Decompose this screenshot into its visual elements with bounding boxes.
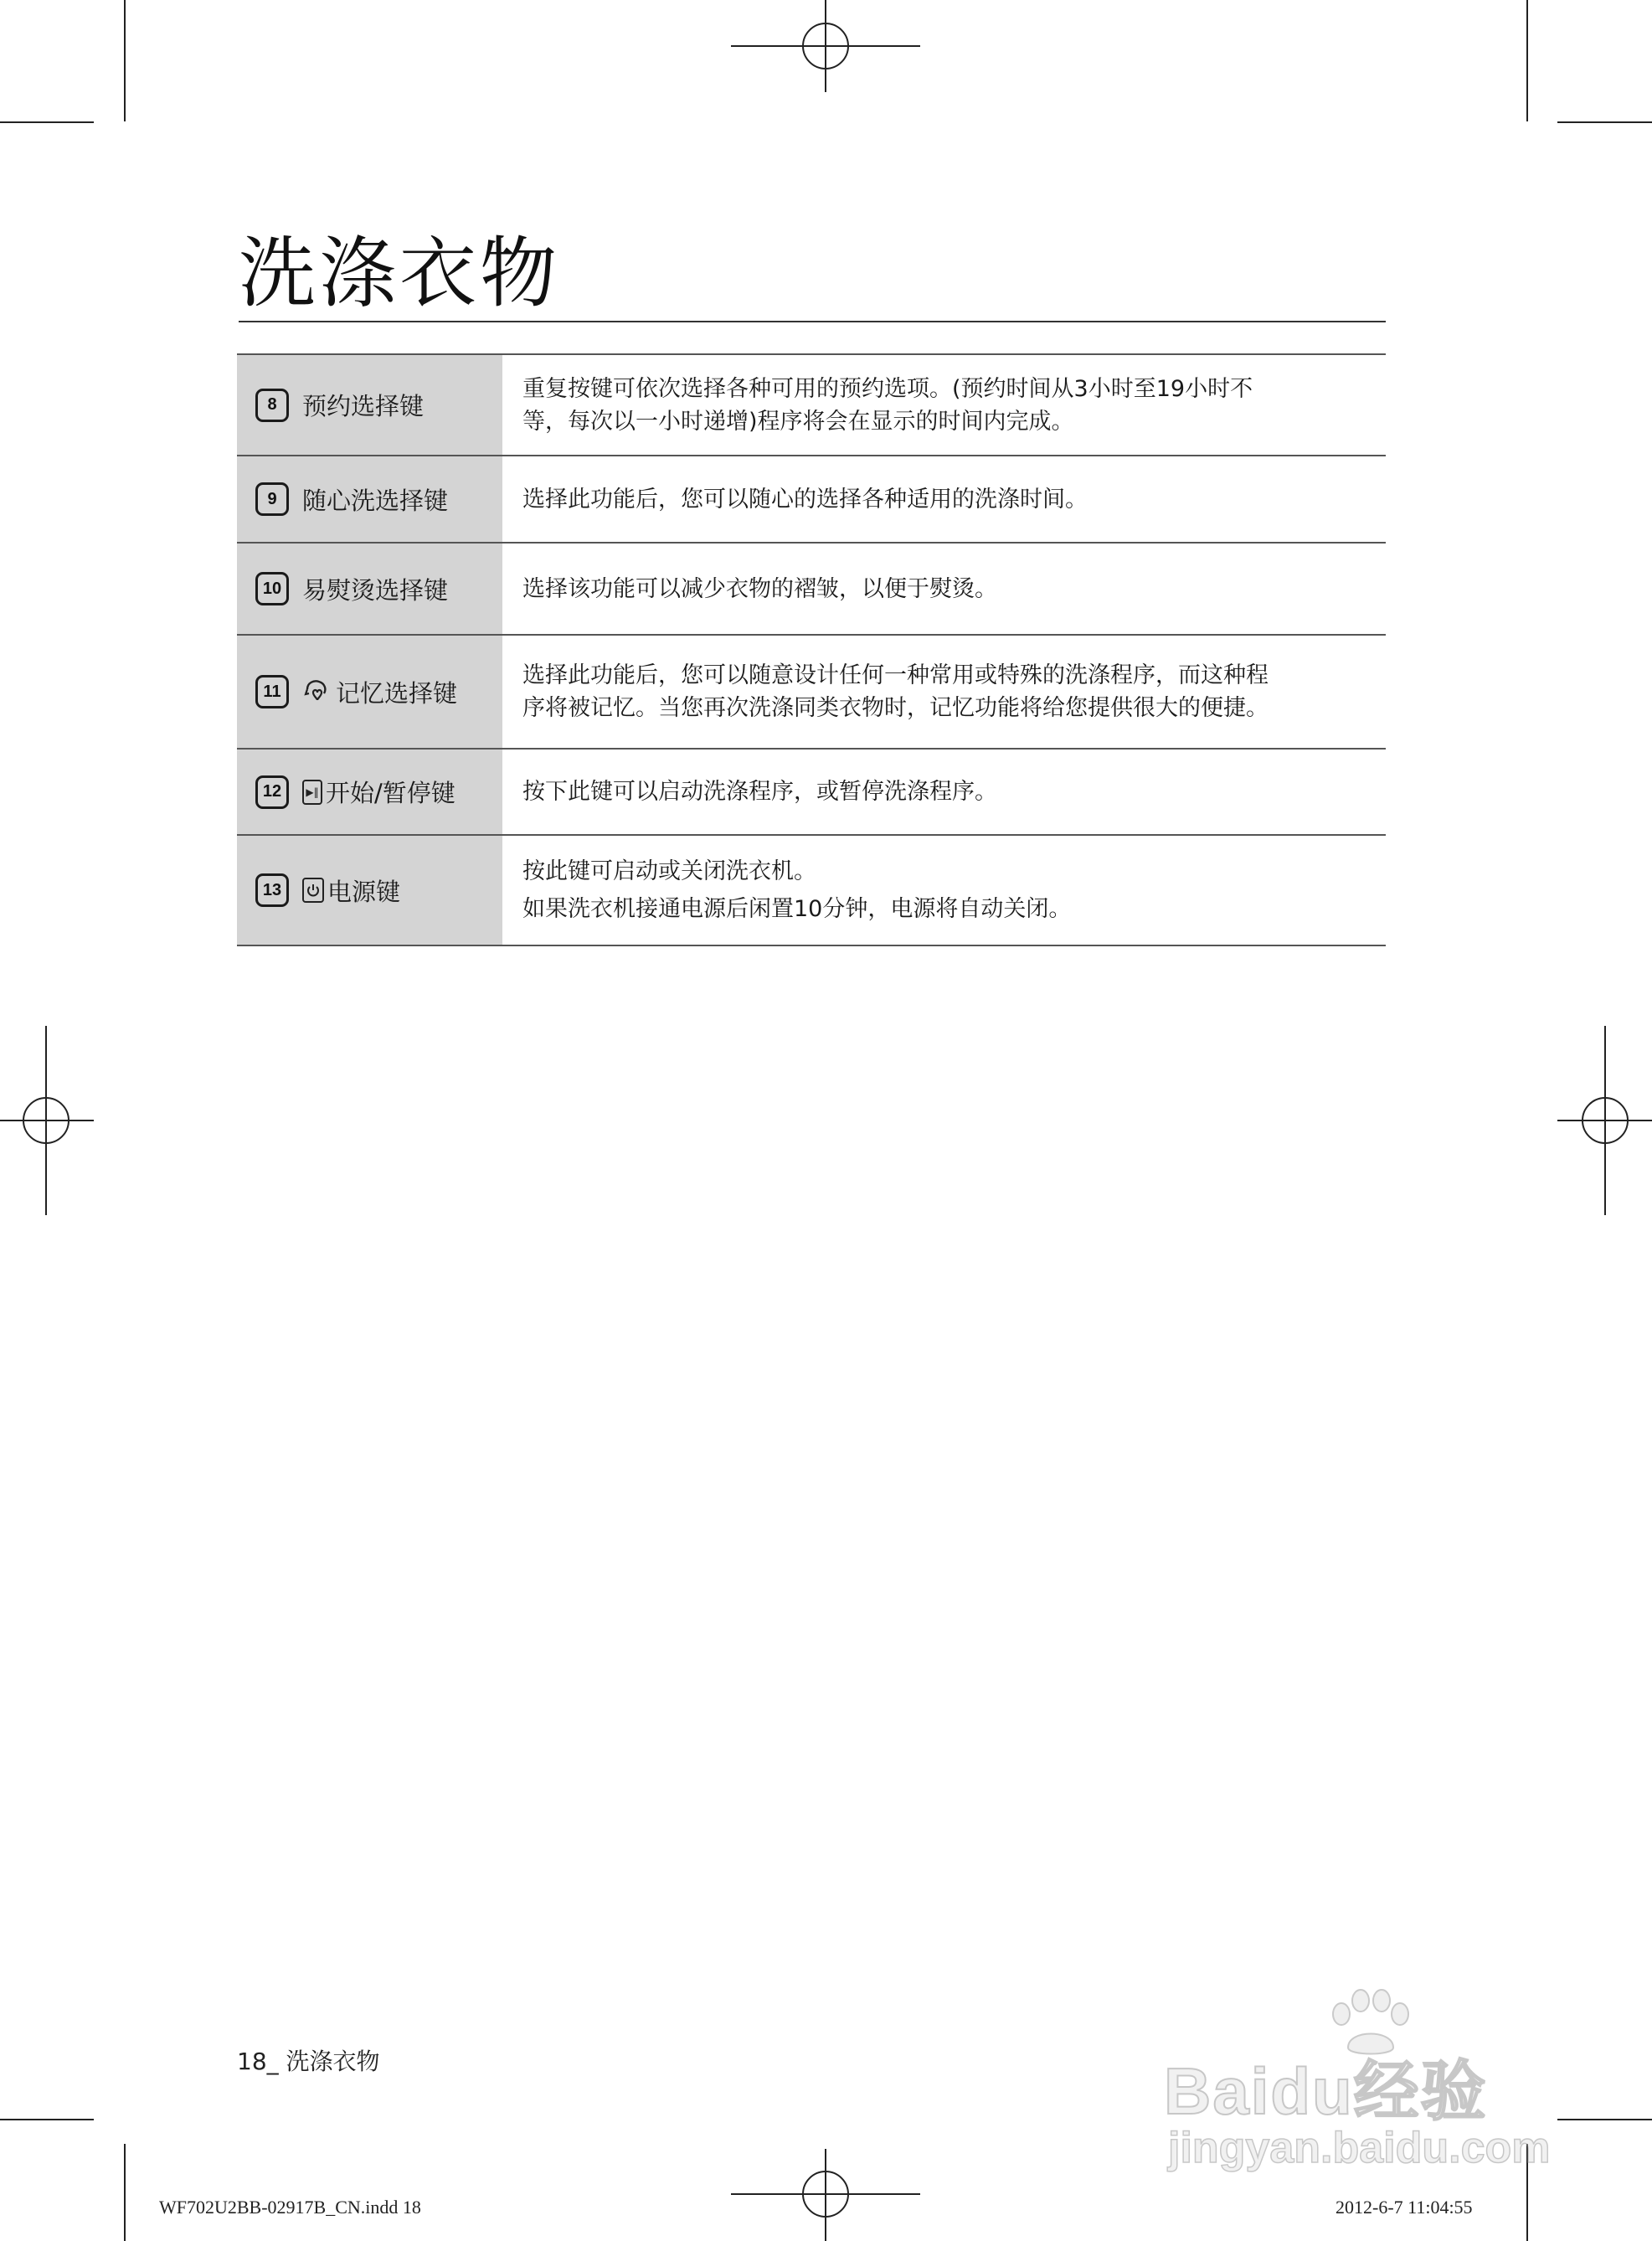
file-name: WF702U2BB-02917B_CN.indd 18 [159, 2197, 421, 2218]
number-badge: 10 [255, 572, 289, 605]
title-divider [239, 321, 1386, 322]
description-line: 选择此功能后，您可以随意设计任何一种常用或特殊的洗涤程序，而这种程 [522, 662, 1269, 688]
description-cell [502, 750, 1386, 834]
description-line: 等，每次以一小时递增)程序将会在显示的时间内完成。 [522, 408, 1074, 435]
key-label: 记忆选择键 [336, 678, 458, 708]
number-badge: 11 [255, 675, 289, 708]
feature-table [237, 353, 1386, 946]
description-line: 选择该功能可以减少衣物的褶皱，以便于熨烫。 [522, 575, 997, 602]
print-timestamp: 2012-6-7 11:04:55 [1335, 2197, 1473, 2218]
description-line: 选择此功能后，您可以随心的选择各种适用的洗涤时间。 [522, 486, 1088, 513]
description-line: 序将被记忆。当您再次洗涤同类衣物时，记忆功能将给您提供很大的便捷。 [522, 695, 1269, 721]
key-cell [237, 836, 502, 945]
power-icon [302, 878, 324, 903]
number-badge: 9 [255, 482, 289, 516]
table-row [237, 834, 1386, 946]
table-row [237, 634, 1386, 748]
key-cell [237, 355, 502, 455]
key-cell [237, 750, 502, 834]
key-cell [237, 456, 502, 542]
page-number-label: 18_ 洗涤衣物 [237, 2048, 380, 2075]
description-cell [502, 636, 1386, 748]
key-label: 开始/暂停键 [326, 779, 455, 807]
baidu-watermark [1147, 1989, 1549, 2190]
number-badge: 13 [255, 873, 289, 907]
key-label: 易熨烫选择键 [302, 575, 449, 605]
table-row [237, 353, 1386, 455]
description-cell [502, 456, 1386, 542]
description-line: 按下此键可以启动洗涤程序，或暂停洗涤程序。 [522, 779, 997, 805]
table-row [237, 542, 1386, 634]
description-cell [502, 544, 1386, 634]
watermark-url: jingyan.baidu.com [1168, 2124, 1551, 2172]
description-cell [502, 836, 1386, 945]
watermark-main-text: Baidu经验 [1164, 2054, 1488, 2128]
page-title: 洗涤衣物 [239, 229, 561, 318]
description-line: 按此键可启动或关闭洗衣机。 [522, 858, 816, 884]
key-label: 预约选择键 [302, 392, 425, 420]
table-row [237, 748, 1386, 834]
description-line: 重复按键可依次选择各种可用的预约选项。(预约时间从3小时至19小时不 [522, 375, 1253, 402]
key-cell [237, 544, 502, 634]
key-cell [237, 636, 502, 748]
memory-icon [302, 677, 332, 706]
start-pause-icon: ▶‖ [302, 780, 322, 805]
table-row [237, 455, 1386, 542]
number-badge: 8 [255, 389, 289, 422]
key-label: 随心洗选择键 [302, 486, 449, 515]
key-label: 电源键 [327, 877, 401, 906]
description-cell [502, 355, 1386, 455]
number-badge: 12 [255, 775, 289, 809]
description-line: 如果洗衣机接通电源后闲置10分钟，电源将自动关闭。 [522, 896, 1072, 922]
